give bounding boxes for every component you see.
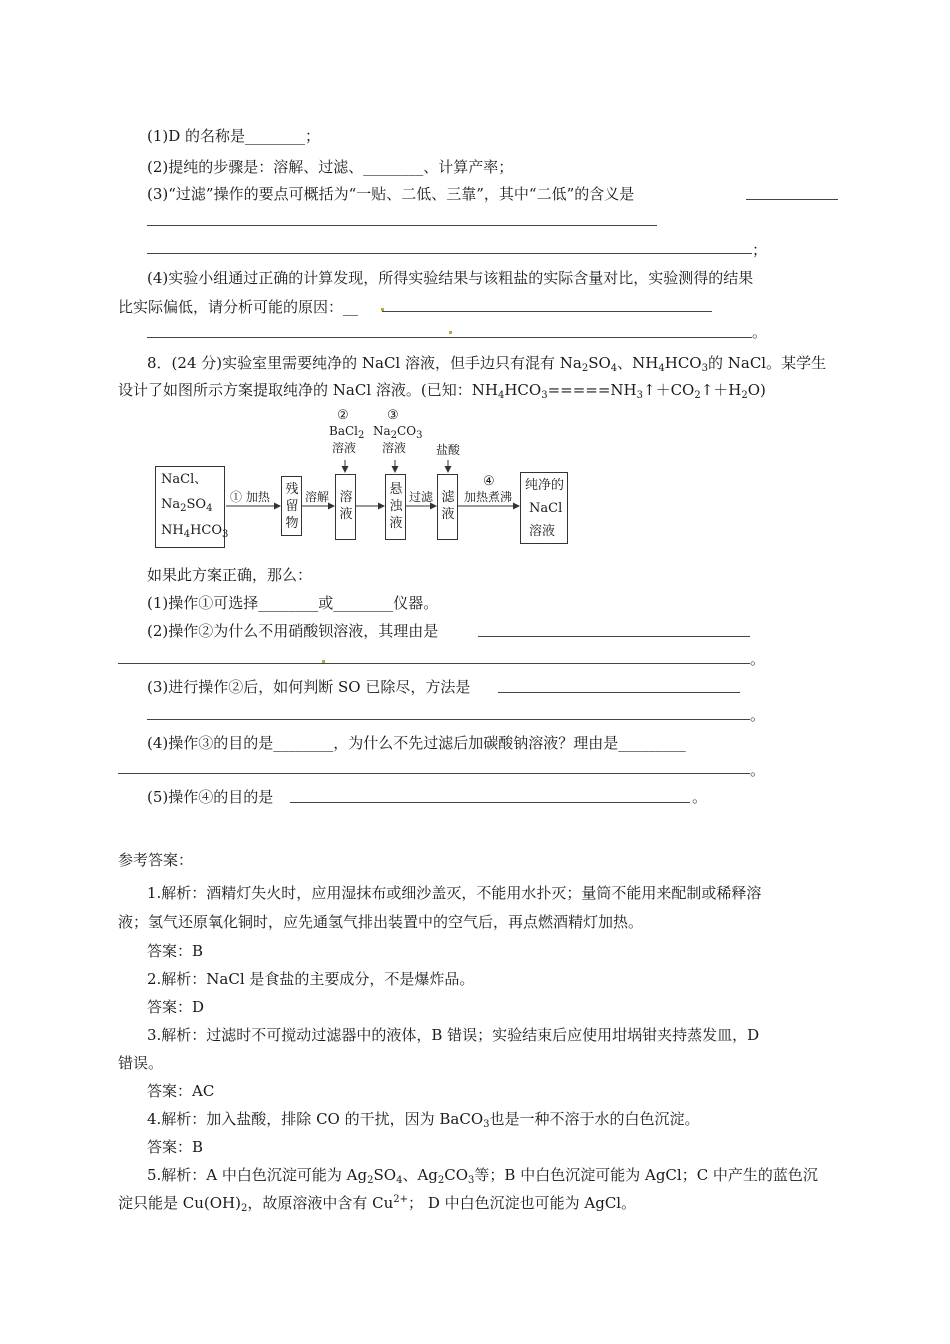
filter-label: 过滤 <box>409 490 434 504</box>
step4-label: 加热煮沸 <box>464 490 513 504</box>
final-line: NaCl <box>529 501 563 516</box>
q7-part2: (2)提纯的步骤是：溶解、过滤、________、计算产率； <box>147 158 514 176</box>
q8-sub2-end: 。 <box>750 650 766 668</box>
answer-line <box>147 253 752 254</box>
residue-box <box>281 476 302 536</box>
q8-sub3: (3)进行操作②后，如何判断 SO 已除尽，方法是 <box>147 678 471 696</box>
q7-part3: (3)“过滤”操作的要点可概括为“一贴、二低、三靠”，其中“二低”的含义是 <box>147 185 635 203</box>
q7-part3-end: ； <box>752 241 768 259</box>
answer-line <box>498 692 740 693</box>
reagent4-label: 盐酸 <box>436 443 461 457</box>
solution-label: 溶液 <box>339 490 353 522</box>
final-solution-box <box>520 472 568 544</box>
answer3-line2: 错误。 <box>118 1054 164 1072</box>
answer-line <box>290 802 690 803</box>
answer2-key: 答案：D <box>147 998 205 1016</box>
q7-part4-line1: (4)实验小组通过正确的计算发现，所得实验结果与该粗盐的实际含量对比，实验测得的结果 <box>147 269 754 287</box>
scan-speck <box>322 660 325 663</box>
answer1-line2: 液；氢气还原氧化铜时，应先通氢气排出装置中的空气后，再点燃酒精灯加热。 <box>118 913 644 931</box>
q8-sub4: (4)操作③的目的是________，为什么不先过滤后加碳酸钠溶液？理由是_________ <box>147 734 686 752</box>
answer-line <box>147 225 657 226</box>
answer1-line1: 1.解析：酒精灯失火时，应用湿抹布或细沙盖灭，不能用水扑灭；量筒不能用来配制或稀释溶 <box>147 884 762 902</box>
step1-label: ① 加热 <box>230 490 270 504</box>
reagent2-number: ② <box>337 408 349 423</box>
filtrate-label: 滤液 <box>441 490 455 522</box>
answer-line <box>746 199 838 200</box>
answer1-key: 答案：B <box>147 942 204 960</box>
reagent3-formula: $Na_2CO_3$ <box>373 424 423 441</box>
answer5-line2: 淀只能是 $Cu(OH)_2$，故原溶液中含有 $Cu^{2+}$； D 中白色沉淀也可能为 AgCl。 <box>118 1194 637 1214</box>
q8-intro-line2: 设计了如图所示方案提取纯净的 NaCl 溶液。(已知：$NH_4HCO_3=====NH_3↑+CO_2↑+H_2O$) <box>118 381 766 401</box>
q8-sub3-end: 。 <box>750 706 766 724</box>
answer-line <box>147 719 750 720</box>
answer3-key: 答案：AC <box>147 1082 215 1100</box>
answer-line <box>118 773 750 774</box>
answer3-line1: 3.解析：过滤时不可搅动过滤器中的液体，B 错误；实验结束后应使用坩埚钳夹持蒸发皿，D <box>147 1026 760 1044</box>
reagent3-number: ③ <box>387 408 399 423</box>
reagent2-solution: 溶液 <box>332 441 357 455</box>
answers-heading: 参考答案： <box>118 851 194 869</box>
start-line: $NH_4HCO_3$ <box>161 523 229 540</box>
answer4-line1: 4.解析：加入盐酸，排除 CO 的干扰，因为 BaCO$_3$也是一种不溶于水的白色沉淀。 <box>147 1110 700 1130</box>
reagent3-solution: 溶液 <box>382 441 407 455</box>
final-line: 溶液 <box>529 524 556 539</box>
answer-line <box>478 636 750 637</box>
step4-number: ④ <box>483 474 495 489</box>
answer5-line1: 5.解析：A 中白色沉淀可能为 $Ag_2SO_4$、$Ag_2CO_3$等；B 中白色沉淀可能为 AgCl；C 中产生的蓝色沉 <box>147 1166 818 1186</box>
solution-box <box>335 474 356 540</box>
answer-line <box>382 311 712 312</box>
q8-sub5: (5)操作④的目的是 <box>147 788 274 806</box>
suspension-box <box>385 474 406 540</box>
residue-label: 残留物 <box>285 482 299 531</box>
q8-intro-line1: 8．(24 分)实验室里需要纯净的 NaCl 溶液，但手边只有混有 $Na_2SO_4$、$NH_4HCO_3$的 NaCl。某学生 <box>147 354 827 374</box>
q8-sub1: (1)操作①可选择________或________仪器。 <box>147 594 439 612</box>
answer2-line1: 2.解析：NaCl 是食盐的主要成分，不是爆炸品。 <box>147 970 475 988</box>
scan-speck <box>449 331 452 334</box>
filtrate-box <box>437 474 458 540</box>
q8-sub4-end: 。 <box>750 761 766 779</box>
answer4-key: 答案：B <box>147 1138 204 1156</box>
suspension-label: 悬浊液 <box>389 482 403 531</box>
q7-part4-line2: 比实际偏低，请分析可能的原因：__ <box>118 298 359 316</box>
start-line: $Na_2SO_4$ <box>161 497 213 514</box>
q7-part4-end: 。 <box>752 323 768 341</box>
q8-lead: 如果此方案正确，那么： <box>147 566 313 584</box>
reagent2-formula: BaCl$_2$ <box>329 424 365 441</box>
q8-sub2: (2)操作②为什么不用硝酸钡溶液，其理由是 <box>147 622 439 640</box>
start-mixture-box <box>155 466 229 548</box>
start-line: NaCl、 <box>161 472 208 487</box>
q8-sub5-end: 。 <box>692 788 708 806</box>
dissolve-label: 溶解 <box>305 490 330 504</box>
answer-line <box>147 337 752 338</box>
final-line: 纯净的 <box>525 478 565 493</box>
answer-line <box>118 663 750 664</box>
q7-part1: (1)D 的名称是________； <box>147 127 321 145</box>
